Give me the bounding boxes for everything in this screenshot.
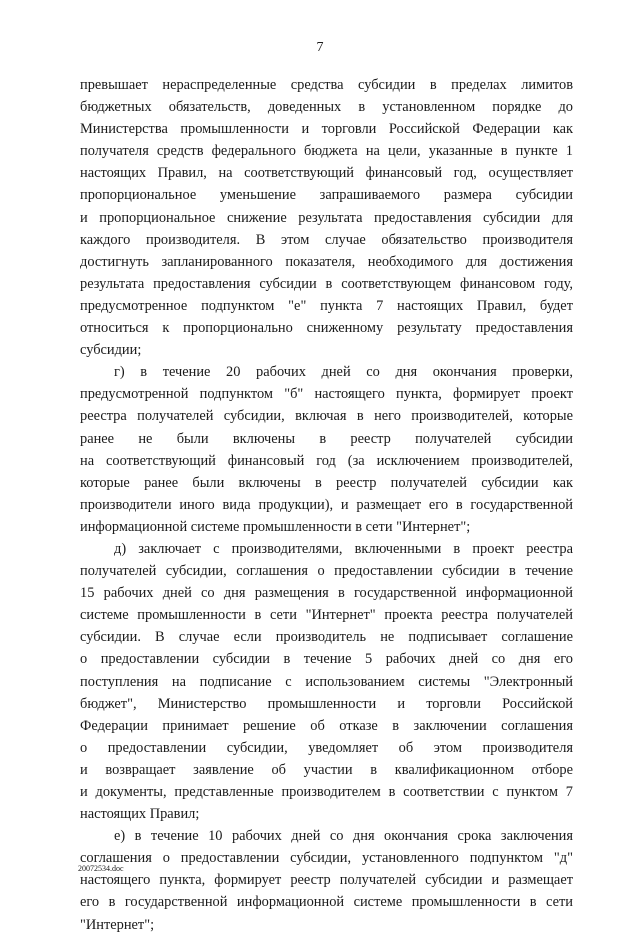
text-line: настоящих Правил;: [80, 806, 200, 823]
text-line: о предоставлении субсидии, уведомляет об этом производителя: [80, 739, 573, 756]
text-line: Федерации принимает решение об отказе в заключении соглашения: [80, 717, 573, 734]
text-line: предусмотренное подпунктом "е" пункта 7 настоящих Правил, будет: [80, 297, 573, 314]
text-line: предусмотренной подпунктом "б" настоящего пункта, формирует проект: [80, 386, 573, 403]
text-line: е) в течение 10 рабочих дней со дня окончания срока заключения: [114, 828, 573, 845]
text-line: и документы, представленные производителем в соответствии с пунктом 7: [80, 784, 573, 800]
text-line: и возвращает заявление об участии в квалификационном отборе: [80, 761, 573, 778]
page-number: 7: [316, 40, 324, 55]
text-line: соглашения о предоставлении субсидии, установленного подпунктом "д": [80, 850, 573, 867]
text-line: субсидии. В случае если производитель не подписывает соглашение: [80, 629, 573, 646]
text-line: "Интернет";: [80, 916, 155, 933]
text-line: субсидии;: [80, 342, 142, 359]
text-line: производители иного вида продукции), и размещает его в государственной: [80, 496, 573, 513]
text-line: информационной системе промышленности в сети "Интернет";: [80, 518, 471, 535]
text-line: Министерства промышленности и торговли Российской Федерации как: [80, 121, 573, 138]
document-body: [80, 74, 573, 936]
text-line: и пропорциональное снижение результата предоставления субсидии для: [80, 209, 573, 226]
text-line: получателей субсидии, соглашения о предоставлении субсидии в течение: [80, 563, 573, 580]
document-footer-filename: 20072534.doc: [78, 864, 124, 873]
text-line: 15 рабочих дней со дня размещения в государственной информационной: [80, 585, 573, 602]
text-line: превышает нераспределенные средства субсидии в пределах лимитов: [80, 77, 573, 93]
text-line: бюджетных обязательств, доведенных в установленном порядке до: [80, 99, 573, 116]
text-line: которые ранее были включены в реестр получателей субсидии как: [80, 474, 573, 491]
text-line: настоящих Правил, на соответствующий финансовый год, осуществляет: [80, 165, 573, 182]
text-line: каждого производителя. В этом случае обязательство производителя: [80, 231, 573, 248]
text-line: относиться к пропорционально сниженному результату предоставления: [80, 320, 573, 337]
text-line: пропорциональное уменьшение запрашиваемого размера субсидии: [80, 187, 573, 204]
text-line: д) заключает с производителями, включенными в проект реестра: [114, 540, 573, 557]
text-line: поступления на подписание с использованием системы "Электронный: [80, 673, 573, 690]
text-line: о предоставлении субсидии в течение 5 рабочих дней со дня его: [80, 651, 573, 668]
text-line: реестра получателей субсидии, включая в него производителей, которые: [80, 408, 573, 425]
text-line: бюджет", Министерство промышленности и торговли Российской: [80, 695, 573, 712]
text-line: настоящего пункта, формирует реестр получателей субсидии и размещает: [80, 872, 573, 889]
text-line: на соответствующий финансовый год (за исключением производителей,: [80, 452, 573, 469]
text-line: системе промышленности в сети "Интернет" проекта реестра получателей: [80, 607, 573, 624]
text-line: ранее не были включены в реестр получателей субсидии: [80, 430, 573, 447]
text-line: его в государственной информационной системе промышленности в сети: [80, 894, 573, 911]
text-line: получателя средств федерального бюджета на цели, указанные в пункте 1: [80, 143, 573, 160]
text-line: достигнуть запланированного показателя, необходимого для достижения: [80, 253, 573, 270]
text-line: результата предоставления субсидии в соответствующем финансовом году,: [80, 275, 573, 292]
text-line: г) в течение 20 рабочих дней со дня окончания проверки,: [114, 364, 573, 381]
